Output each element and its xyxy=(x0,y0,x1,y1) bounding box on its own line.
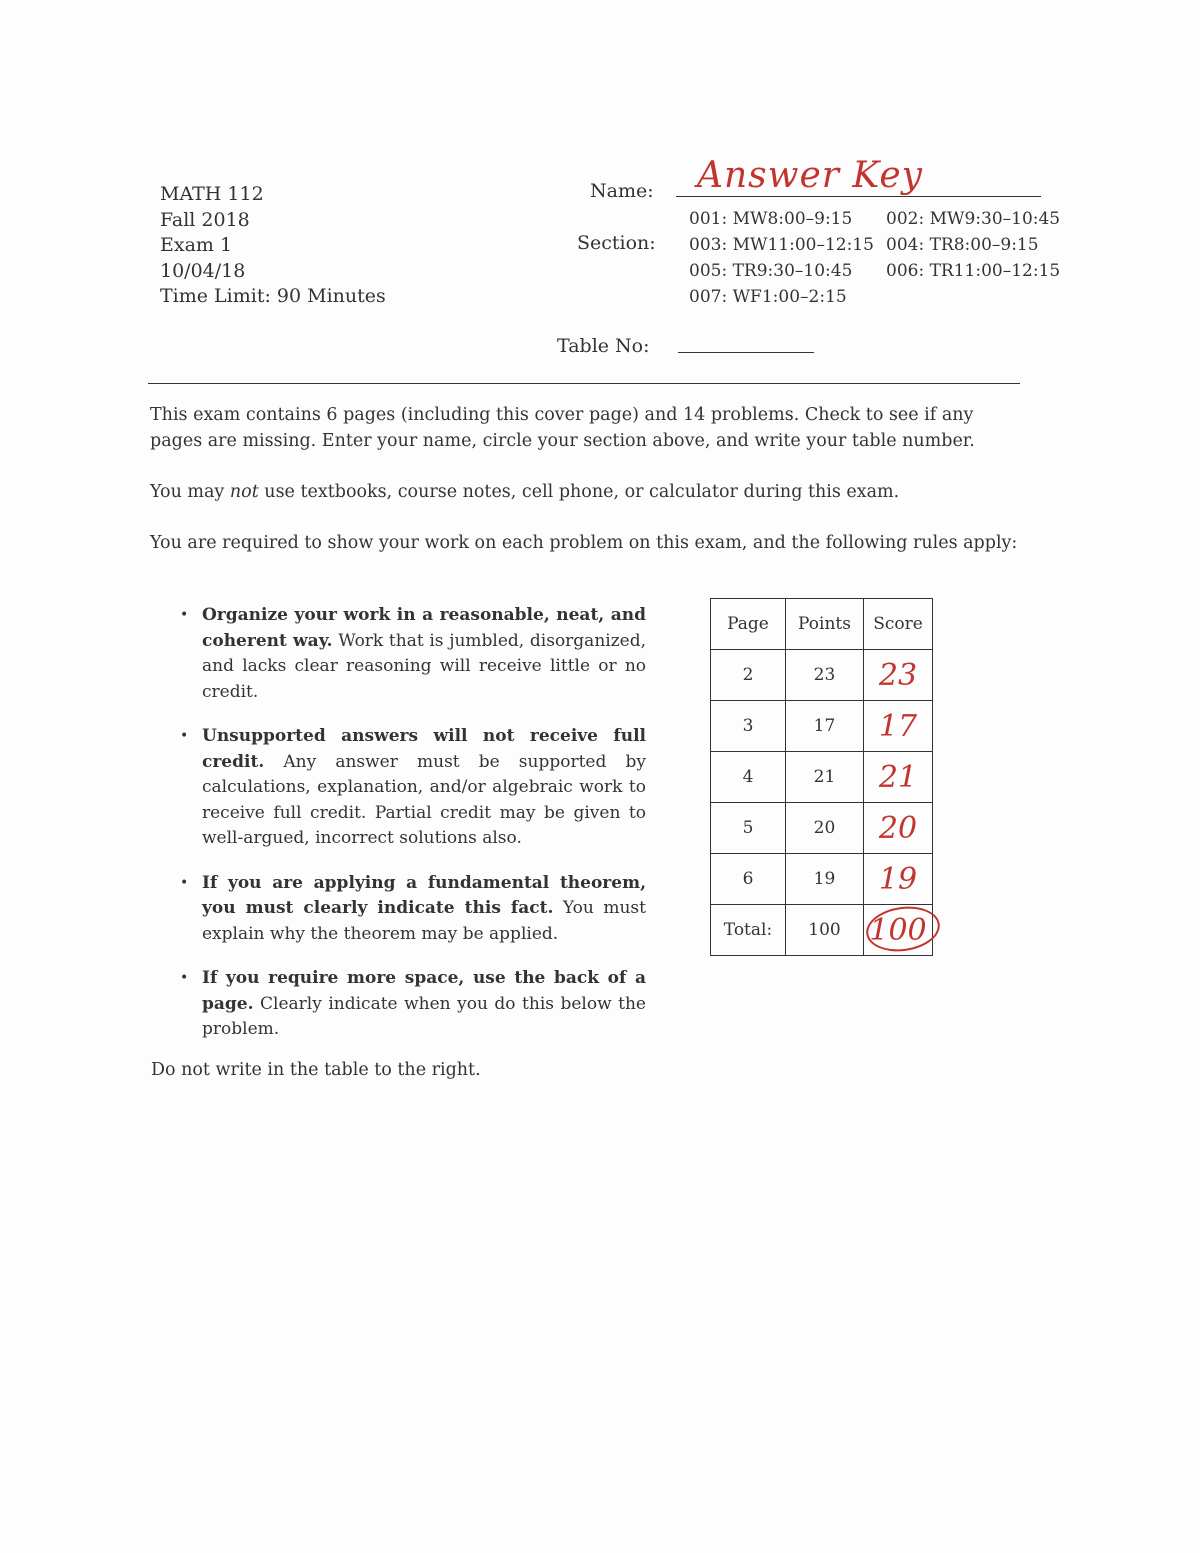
table-number-label: Table No: xyxy=(557,335,650,357)
rules-list xyxy=(180,603,646,1062)
table-note: Do not write in the table to the right. xyxy=(151,1060,481,1080)
score-table xyxy=(710,598,933,956)
term: Fall 2018 xyxy=(160,208,250,231)
header-score: Score xyxy=(864,599,933,650)
section-option[interactable]: 002: MW9:30–10:45 xyxy=(886,209,1061,229)
name-field[interactable] xyxy=(676,196,1041,197)
table-row xyxy=(711,701,933,752)
divider xyxy=(148,383,1020,384)
section-label: Section: xyxy=(577,232,656,254)
exam-date: 10/04/18 xyxy=(160,259,246,282)
total-points: 100 xyxy=(786,905,864,956)
score-table-header xyxy=(711,599,933,650)
exam-title: Exam 1 xyxy=(160,234,233,256)
table-row xyxy=(711,854,933,905)
score-cell: 19 xyxy=(864,854,933,905)
circle-mark xyxy=(863,902,942,956)
time-limit: Time Limit: 90 Minutes xyxy=(160,285,386,307)
table-number-field[interactable] xyxy=(678,352,814,353)
total-label: Total: xyxy=(711,905,786,956)
section-option[interactable]: 005: TR9:30–10:45 xyxy=(689,261,853,281)
total-score: 100 xyxy=(869,912,927,948)
points-cell: 17 xyxy=(786,701,864,752)
page-cell: 4 xyxy=(711,752,786,803)
page-cell: 5 xyxy=(711,803,786,854)
materials-paragraph: You may not use textbooks, course notes, cell phone, or calculator during this exam. xyxy=(150,482,900,502)
points-cell: 21 xyxy=(786,752,864,803)
points-cell: 23 xyxy=(786,650,864,701)
exam-header xyxy=(160,182,386,310)
section-option[interactable]: 007: WF1:00–2:15 xyxy=(689,287,847,307)
table-row xyxy=(711,752,933,803)
rule-item: • If you are applying a fundamental theorem, you must clearly indicate this fact. You must explain why the theorem may be applied. xyxy=(180,872,646,944)
bullet-icon: • xyxy=(180,607,189,623)
score-cell: 23 xyxy=(864,650,933,701)
rule-item: • Unsupported answers will not receive full credit. Any answer must be supported by calculations, explanation, and/or algebraic work to receive full credit. Partial credit may be given to well-argued, incorrect solutions also. xyxy=(180,726,646,848)
table-row xyxy=(711,650,933,701)
bullet-icon: • xyxy=(180,728,189,744)
bullet-icon: • xyxy=(180,874,189,891)
page-cell: 2 xyxy=(711,650,786,701)
score-cell: 21 xyxy=(864,752,933,803)
emphasis: not xyxy=(229,482,259,502)
rule-item: • If you require more space, use the back of a page. Clearly indicate when you do this below the problem. xyxy=(180,968,646,1039)
bullet-icon: • xyxy=(180,970,189,986)
rules-intro-paragraph: You are required to show your work on each problem on this exam, and the following rules apply: xyxy=(150,533,1018,553)
header-points: Points xyxy=(786,599,864,650)
name-handwritten: Answer Key xyxy=(697,155,923,196)
section-option[interactable]: 003: MW11:00–12:15 xyxy=(689,235,874,255)
name-label: Name: xyxy=(590,180,654,202)
section-option[interactable]: 001: MW8:00–9:15 xyxy=(689,209,853,229)
total-row xyxy=(711,905,933,956)
section-option[interactable]: 004: TR8:00–9:15 xyxy=(886,235,1039,255)
points-cell: 20 xyxy=(786,803,864,854)
table-row xyxy=(711,803,933,854)
page-cell: 6 xyxy=(711,854,786,905)
total-score-cell xyxy=(864,905,933,956)
header-page: Page xyxy=(711,599,786,650)
page-cell: 3 xyxy=(711,701,786,752)
score-cell: 17 xyxy=(864,701,933,752)
section-option[interactable]: 006: TR11:00–12:15 xyxy=(886,261,1061,281)
rule-item: • Organize your work in a reasonable, neat, and coherent way. Work that is jumbled, disorganized, and lacks clear reasoning will receive little or no credit. xyxy=(180,605,647,702)
points-cell: 19 xyxy=(786,854,864,905)
course-code: MATH 112 xyxy=(160,183,264,205)
score-cell: 20 xyxy=(864,803,933,854)
intro-paragraph: This exam contains 6 pages (including this cover page) and 14 problems. Check to see if any pages are missing. Enter your name, circle your section above, and write your table number. xyxy=(150,405,975,451)
